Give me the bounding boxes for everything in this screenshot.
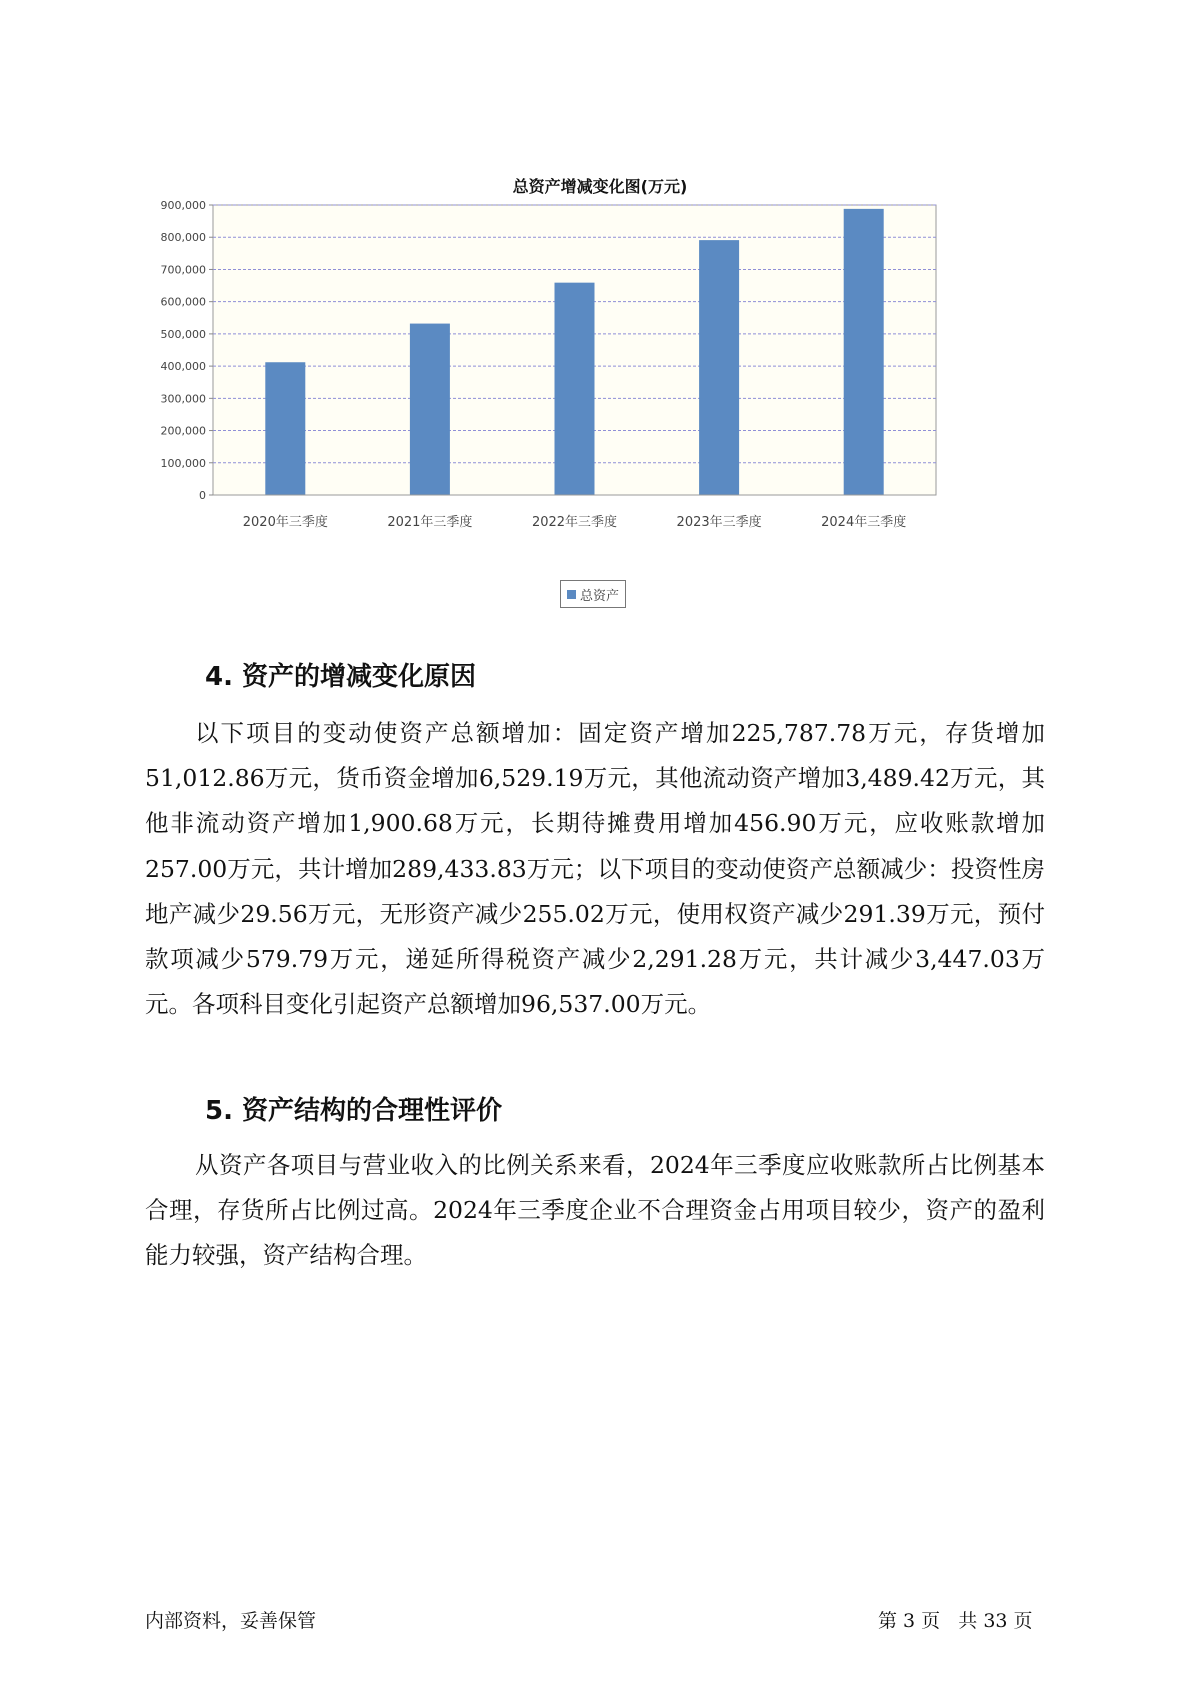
x-tick-label: 2022年三季度: [531, 515, 618, 530]
bar-2022年三季度: [555, 283, 595, 495]
section-5-heading: 5. 资产结构的合理性评价: [205, 1096, 503, 1126]
y-tick-label: 700,000: [160, 263, 206, 277]
y-tick-label: 0: [199, 489, 206, 502]
footer-confidential-note: 内部资料，妥善保管: [145, 1610, 317, 1632]
x-tick-label: 2023年三季度: [676, 515, 762, 530]
y-tick-label: 600,000: [160, 295, 206, 309]
bar-2024年三季度: [844, 209, 884, 495]
section-5-paragraph: 从资产各项目与营业收入的比例关系来看，2024年三季度应收账款所占比例基本合理，存货所占比例过高。2024年三季度企业不合理资金占用项目较少，资产的盈利能力较强，资产结构合理。: [145, 1151, 1045, 1270]
chart-title: 总资产增减变化图(万元): [512, 177, 688, 196]
y-tick-label: 400,000: [160, 360, 206, 374]
legend-label: 总资产: [580, 588, 620, 604]
section-4-paragraph: 以下项目的变动使资产总额增加：固定资产增加225,787.78万元，存货增加51,012.86万元，货币资金增加6,529.19万元，其他流动资产增加3,489.42万元，其他非流动资产增加1,900.68万元，长期待摊费用增加456.90万元，应收账款增加257.00万元，共计增加289,433.83万元；以下项目的变动使资产总额减少：投资性房地产减少29.56万元，无形资产减少255.02万元，使用权资产减少291.39万元，预付款项减少579.79万元，递延所得税资产减少2,291.28万元，共计减少3,447.03万元。各项科目变化引起资产总额增加96,537.00万元。: [145, 719, 1045, 1019]
y-tick-label: 900,000: [160, 199, 206, 212]
bar-2023年三季度: [699, 240, 739, 495]
x-tick-label: 2024年三季度: [821, 515, 907, 530]
y-tick-label: 300,000: [160, 392, 206, 406]
bar-2021年三季度: [410, 324, 450, 495]
y-tick-label: 200,000: [160, 424, 206, 438]
y-tick-label: 100,000: [160, 456, 206, 470]
chart-plot: [150, 168, 1050, 628]
y-tick-label: 800,000: [160, 231, 206, 245]
total-assets-chart: [150, 168, 1050, 628]
x-tick-label: 2020年三季度: [242, 515, 328, 530]
footer-page-number: 第 3 页 共 33 页: [878, 1610, 1033, 1632]
x-tick-label: 2021年三季度: [387, 515, 473, 530]
chart-legend: [560, 580, 626, 608]
section-4-heading: 4. 资产的增减变化原因: [205, 662, 477, 692]
y-tick-label: 500,000: [160, 327, 206, 341]
legend-swatch: [567, 590, 576, 599]
bar-2020年三季度: [265, 362, 305, 495]
